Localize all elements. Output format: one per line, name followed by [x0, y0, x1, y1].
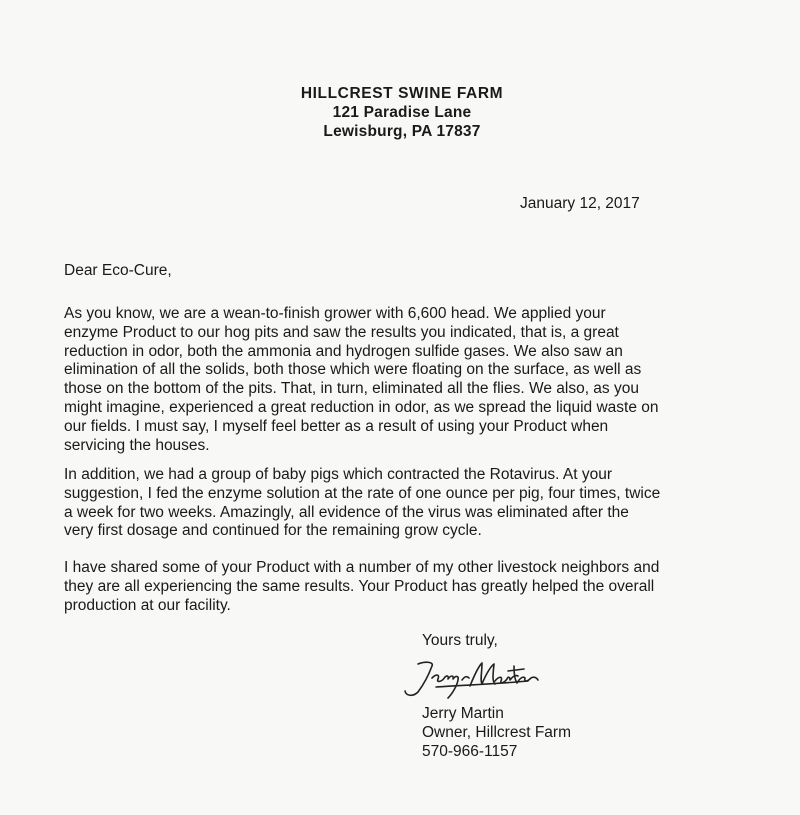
farm-name: HILLCREST SWINE FARM: [300, 85, 504, 102]
paragraph-line: In addition, we had a group of baby pigs which contracted the Rotavirus. At your: [64, 466, 612, 483]
paragraph-line: production at our facility.: [64, 596, 231, 614]
paragraph-line: servicing the houses.: [64, 436, 210, 454]
letter-date: January 12, 2017: [520, 195, 640, 212]
paragraph-line: might imagine, experienced a great reduction in odor, as we spread the liquid waste on: [64, 398, 659, 416]
farm-street: 121 Paradise Lane: [332, 104, 472, 121]
paragraph-line: our fields. I must say, I myself feel better as a result of using your Product when: [64, 417, 609, 435]
paragraph-line: As you know, we are a wean-to-finish grower with 6,600 head. We applied your: [64, 305, 606, 322]
paragraph-line: enzyme Product to our hog pits and saw the results you indicated, that is, a great: [64, 323, 619, 341]
paragraph-line: I have shared some of your Product with a number of my other livestock neighbors and: [64, 559, 660, 576]
paragraph-line: those on the bottom of the pits. That, in turn, eliminated all the flies. We also, as you: [64, 380, 639, 398]
signer-title: Owner, Hillcrest Farm: [422, 724, 571, 741]
body-paragraph-2: [64, 466, 744, 541]
signature-block: [422, 704, 571, 761]
paragraph-line: suggestion, I fed the enzyme solution at the rate of one ounce per pig, four times, twice: [64, 484, 661, 502]
paragraph-line: elimination of all the solids, both those which were floating on the surface, as well as: [64, 361, 642, 379]
closing: Yours truly,: [422, 632, 498, 649]
signer-phone: 570-966-1157: [422, 743, 518, 760]
handwritten-signature: [396, 654, 546, 700]
paragraph-line: they are all experiencing the same results. Your Product has greatly helped the overall: [64, 577, 655, 595]
salutation: Dear Eco-Cure,: [64, 262, 172, 279]
paragraph-line: very first dosage and continued for the remaining grow cycle.: [64, 522, 482, 540]
paragraph-line: reduction in odor, both the ammonia and hydrogen sulfide gases. We also saw an: [64, 342, 623, 360]
body-paragraph-1: [64, 305, 744, 455]
farm-city: Lewisburg, PA 17837: [323, 123, 481, 140]
paragraph-line: a week for two weeks. Amazingly, all evidence of the virus was eliminated after the: [64, 503, 629, 521]
signer-name: Jerry Martin: [422, 705, 504, 722]
body-paragraph-3: [64, 559, 744, 615]
letterhead: [0, 84, 800, 141]
